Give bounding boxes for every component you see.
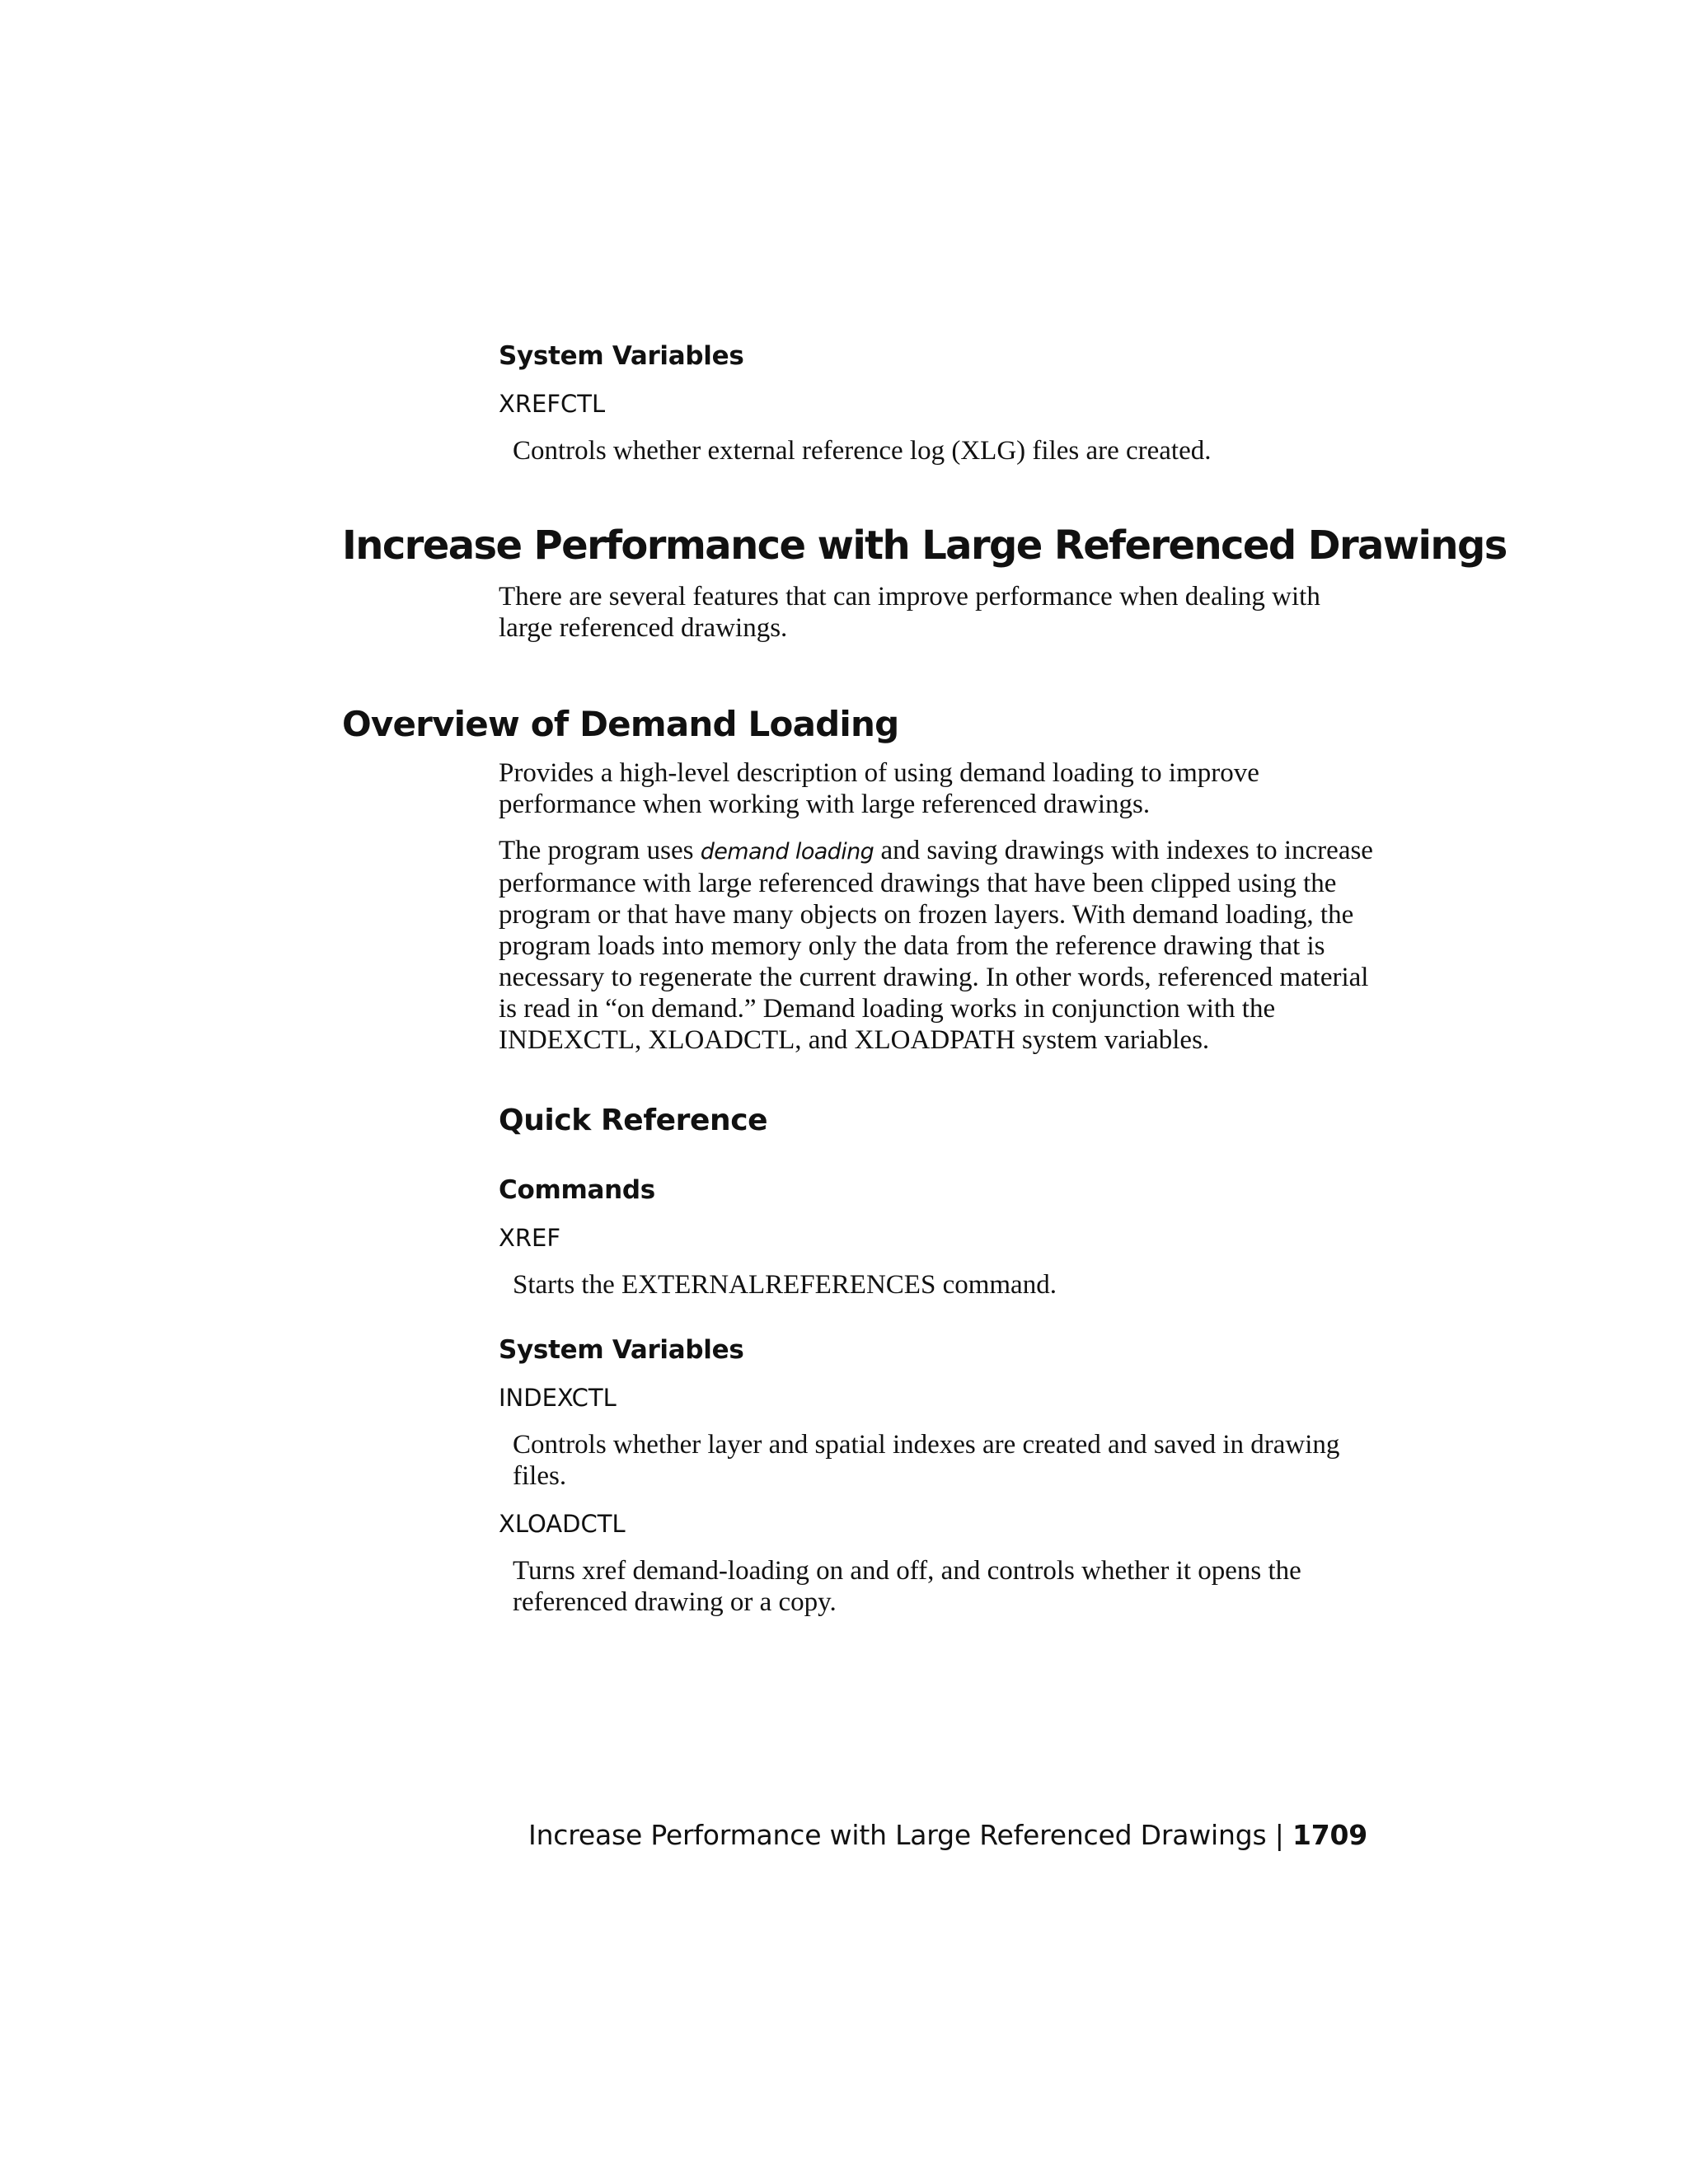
variable-name-indexctl: INDEXCTL [499,1384,617,1412]
variable-name-xloadctl: XLOADCTL [499,1510,626,1538]
variable-description-xrefctl: Controls whether external reference log (XLG) files are created. [513,436,1212,466]
footer-separator: | [1266,1819,1292,1851]
command-description-xref: Starts the EXTERNALREFERENCES command. [513,1270,1057,1300]
overview-summary: Provides a high-level description of using demand loading to improve performance when working with large referenced drawings. [499,758,1259,819]
system-variables-heading: System Variables [499,341,744,371]
command-name-xref: XREF [499,1224,561,1252]
overview-paragraph-body: and saving drawings with indexes to increase performance with large referenced drawings that have been clipped using the program or that have many objects on frozen layers. With demand loading, the program loads into memory only the data from the reference drawing that is necessary to regenerate the current drawing. In other words, referenced material is read in “on demand.” Demand loading works in conjunction with the INDEXCTL, XLOADCTL, and XLOADPATH system variables. [499,836,1373,1055]
variable-name-xrefctl: XREFCTL [499,390,606,418]
quick-reference-heading: Quick Reference [499,1104,768,1137]
footer-running-title: Increase Performance with Large Referenced Drawings [528,1819,1267,1851]
variable-description-xloadctl: Turns xref demand-loading on and off, and controls whether it opens the referenced drawing or a copy. [513,1556,1301,1617]
overview-paragraph-lead: The program uses [499,836,701,865]
page-footer [528,1818,1367,1853]
section-title-overview-demand-loading: Overview of Demand Loading [342,704,899,744]
quick-reference-system-variables-heading: System Variables [499,1335,744,1365]
page-number: 1709 [1292,1819,1367,1851]
section-title-increase-performance: Increase Performance with Large Referenced Drawings [342,523,1507,569]
commands-heading: Commands [499,1175,655,1205]
variable-description-indexctl: Controls whether layer and spatial indexes are created and saved in drawing files. [513,1430,1340,1491]
overview-paragraph [499,835,1376,1056]
section-intro: There are several features that can improve performance when dealing with large referenced drawings. [499,582,1320,643]
demand-loading-term: demand loading [700,839,874,865]
